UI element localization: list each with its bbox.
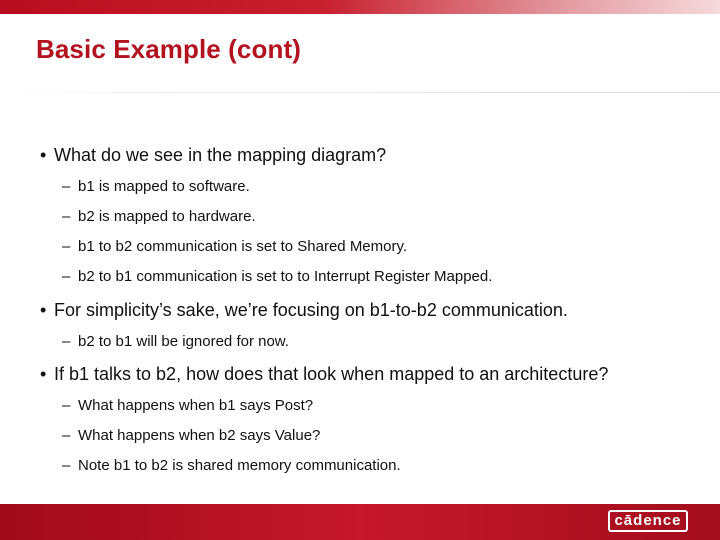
top-accent-bar (0, 0, 720, 14)
sub-bullet-text: What happens when b1 says Post? (78, 397, 314, 414)
sub-bullet-1-2 (62, 208, 256, 225)
sub-bullet-text: What happens when b2 says Value? (78, 427, 321, 444)
sub-bullet-text: b1 to b2 communication is set to Shared Memory. (78, 238, 408, 255)
sub-bullet-1-4 (62, 268, 492, 285)
sub-bullet-2-1 (62, 333, 289, 350)
dash-glyph: – (62, 268, 71, 285)
bullet-1 (40, 145, 386, 166)
sub-bullet-3-2 (62, 427, 320, 444)
sub-bullet-text: b2 to b1 will be ignored for now. (78, 333, 289, 350)
sub-bullet-text: b2 is mapped to hardware. (78, 208, 256, 225)
slide-title: Basic Example (cont) (36, 34, 301, 64)
dash-glyph: – (62, 208, 71, 225)
dash-glyph: – (62, 397, 71, 414)
title-divider (0, 92, 720, 93)
bullet-2 (40, 300, 568, 321)
bullet-glyph: • (40, 364, 47, 384)
cadence-logo: cādence (608, 510, 688, 532)
sub-bullet-1-3 (62, 238, 407, 255)
sub-bullet-text: b2 to b1 communication is set to to Interrupt Register Mapped. (78, 268, 493, 285)
dash-glyph: – (62, 178, 71, 195)
sub-bullet-1-1 (62, 178, 250, 195)
sub-bullet-text: Note b1 to b2 is shared memory communication. (78, 457, 401, 474)
dash-glyph: – (62, 333, 71, 350)
sub-bullet-3-3 (62, 457, 401, 474)
bullet-glyph: • (40, 145, 47, 165)
bullet-3 (40, 364, 608, 385)
dash-glyph: – (62, 238, 71, 255)
bullet-text: If b1 talks to b2, how does that look when mapped to an architecture? (54, 364, 609, 384)
bullet-text: What do we see in the mapping diagram? (54, 145, 387, 165)
bullet-text: For simplicity’s sake, we’re focusing on b1-to-b2 communication. (54, 300, 568, 320)
sub-bullet-text: b1 is mapped to software. (78, 178, 250, 195)
bullet-glyph: • (40, 300, 47, 320)
dash-glyph: – (62, 457, 71, 474)
dash-glyph: – (62, 427, 71, 444)
sub-bullet-3-1 (62, 397, 313, 414)
